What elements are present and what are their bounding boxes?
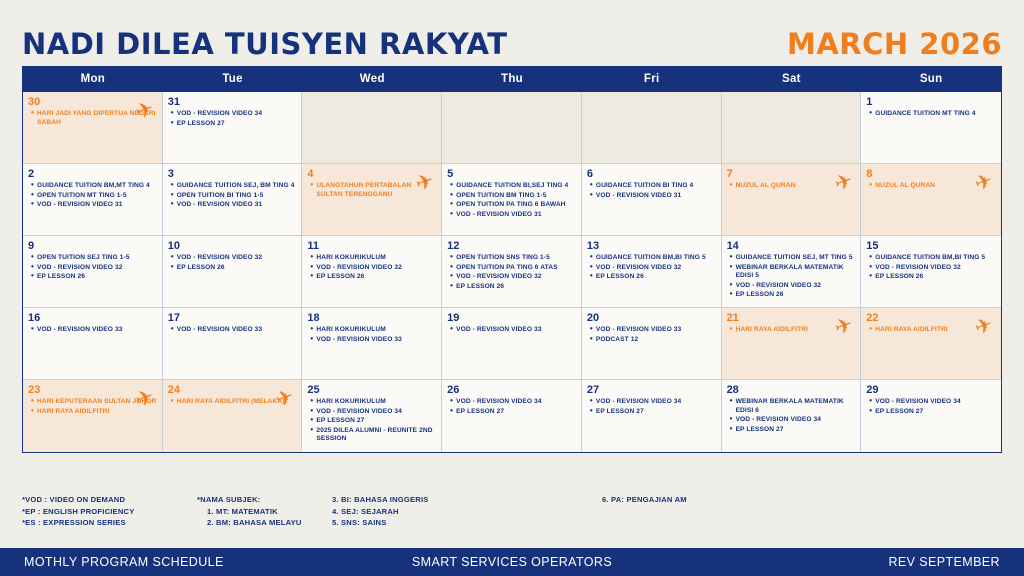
- calendar-day-cell[interactable]: [722, 308, 862, 380]
- legend-line: 2. BM: BAHASA MELAYU: [207, 518, 302, 527]
- calendar-day-cell[interactable]: [442, 164, 582, 236]
- event-list: [866, 254, 996, 282]
- calendar-day-cell[interactable]: [722, 164, 862, 236]
- event-list: [168, 110, 297, 128]
- event-item: • OPEN TUITION BI TING 1-5: [177, 192, 297, 201]
- calendar-day-cell[interactable]: [163, 164, 303, 236]
- event-item: • OPEN TUITION BM TING 1-5: [456, 192, 576, 201]
- event-item: • OPEN TUITION SNS TING 1-5: [456, 254, 576, 263]
- event-item: • VOD - REVISION VIDEO 33: [177, 326, 297, 335]
- event-list: [866, 182, 996, 191]
- calendar-grid: [22, 66, 1002, 453]
- event-list: [587, 326, 716, 344]
- calendar-day-cell[interactable]: [582, 236, 722, 308]
- event-list: [28, 254, 157, 282]
- event-item: • VOD - REVISION VIDEO 34: [316, 408, 436, 417]
- calendar-day-cell[interactable]: [861, 92, 1001, 164]
- calendar-day-cell[interactable]: [302, 236, 442, 308]
- calendar-day-cell[interactable]: [861, 236, 1001, 308]
- event-list: [28, 326, 157, 335]
- day-number: 16: [28, 312, 41, 324]
- event-item: • EP LESSON 26: [456, 283, 576, 292]
- event-item: • OPEN TUITION PA TING 6 BAWAH: [456, 201, 576, 210]
- event-item: • VOD - REVISION VIDEO 32: [736, 282, 856, 291]
- event-item: • VOD - REVISION VIDEO 32: [596, 264, 716, 273]
- event-item: • VOD - REVISION VIDEO 31: [37, 201, 157, 210]
- event-list: [168, 326, 297, 335]
- legend-line: 4. SEJ: SEJARAH: [332, 506, 399, 516]
- event-item: • EP LESSON 26: [875, 273, 996, 282]
- event-item: • VOD - REVISION VIDEO 33: [456, 326, 576, 335]
- day-number: 31: [167, 96, 180, 108]
- event-item: • VOD - REVISION VIDEO 33: [316, 336, 436, 345]
- calendar-week-row: [23, 380, 1001, 452]
- day-number: 7: [726, 168, 733, 180]
- calendar-day-cell[interactable]: [23, 164, 163, 236]
- calendar-day-cell[interactable]: [582, 380, 722, 452]
- day-number: 21: [726, 312, 739, 324]
- legend-line: 1. MT: MATEMATIK: [207, 506, 278, 516]
- page-title: NADI DILEA TUISYEN RAKYAT: [22, 27, 508, 61]
- event-list: [727, 254, 856, 300]
- calendar-day-cell[interactable]: [23, 92, 163, 164]
- event-item: • EP LESSON 26: [37, 273, 157, 282]
- day-number: 15: [866, 240, 879, 252]
- day-number: 2: [28, 168, 35, 180]
- calendar-day-cell[interactable]: [442, 236, 582, 308]
- calendar-day-cell[interactable]: [722, 236, 862, 308]
- calendar-day-cell[interactable]: [163, 380, 303, 452]
- calendar-day-cell[interactable]: [442, 308, 582, 380]
- airplane-icon: ✈: [831, 312, 856, 341]
- weekday-header-fri: Fri: [643, 73, 660, 85]
- footer-right: REV SEPTEMBER: [888, 555, 1000, 569]
- calendar-day-cell[interactable]: [163, 236, 303, 308]
- day-number: 30: [28, 96, 41, 108]
- event-item: • EP LESSON 26: [316, 273, 436, 282]
- day-number: 29: [866, 384, 879, 396]
- event-item: • OPEN TUITION PA TING 6 ATAS: [456, 264, 576, 273]
- calendar-day-cell[interactable]: [302, 380, 442, 452]
- day-number: 4: [307, 168, 314, 180]
- airplane-icon: ✈: [272, 384, 297, 413]
- day-number: 11: [307, 240, 320, 252]
- airplane-icon: ✈: [971, 168, 997, 197]
- event-item: • HARI KOKURIKULUM: [316, 254, 436, 263]
- event-list: [447, 398, 576, 416]
- event-item: • NUZUL AL QURAN: [875, 182, 996, 191]
- event-item: • HARI KEPUTERAAN SULTAN JOHOR: [37, 398, 157, 407]
- event-item: • VOD - REVISION VIDEO 31: [596, 192, 716, 201]
- event-item: • EP LESSON 27: [456, 408, 576, 417]
- event-item: • VOD - REVISION VIDEO 33: [37, 326, 157, 335]
- event-item: • VOD - REVISION VIDEO 31: [177, 201, 297, 210]
- day-number: 23: [28, 384, 41, 396]
- calendar-week-row: [23, 236, 1001, 308]
- airplane-icon: ✈: [132, 96, 158, 125]
- event-list: [447, 182, 576, 219]
- event-item: • HARI RAYA AIDILFITRI: [37, 408, 157, 417]
- calendar-week-row: [23, 308, 1001, 380]
- day-number: 22: [866, 312, 879, 324]
- legend-line: 6. PA: PENGAJIAN AM: [602, 495, 687, 504]
- event-item: • VOD - REVISION VIDEO 32: [316, 264, 436, 273]
- event-list: [28, 110, 157, 127]
- event-item: • VOD - REVISION VIDEO 32: [37, 264, 157, 273]
- event-item: • EP LESSON 27: [316, 417, 436, 426]
- legend-line: *EP : ENGLISH PROFICIENCY: [22, 506, 135, 516]
- event-item: • EP LESSON 27: [875, 408, 996, 417]
- calendar-day-cell[interactable]: [722, 380, 862, 452]
- event-item: • NUZUL AL QURAN: [736, 182, 856, 191]
- legend-line: *VOD : VIDEO ON DEMAND: [22, 495, 126, 504]
- calendar-day-cell[interactable]: [442, 380, 582, 452]
- event-list: [307, 254, 436, 282]
- event-item: • WEBINAR BERKALA MATEMATIK EDISI 6: [736, 398, 856, 415]
- calendar-day-cell[interactable]: [23, 236, 163, 308]
- calendar-week-row: [23, 164, 1001, 236]
- poster-header: [22, 22, 1002, 66]
- airplane-icon: ✈: [971, 312, 997, 341]
- weekday-header-mon: Mon: [80, 73, 106, 85]
- event-list: [28, 182, 157, 210]
- day-number: 20: [586, 312, 600, 324]
- event-item: • EP LESSON 27: [596, 408, 716, 417]
- day-number: 13: [586, 240, 600, 252]
- event-item: • VOD - REVISION VIDEO 32: [177, 254, 297, 263]
- event-item: • EP LESSON 27: [177, 120, 297, 129]
- event-list: [307, 182, 436, 199]
- day-number: 12: [447, 240, 460, 252]
- airplane-icon: ✈: [831, 168, 856, 197]
- calendar-day-cell[interactable]: [163, 92, 303, 164]
- legend-line: *ES : EXPRESSION SERIES: [22, 518, 126, 527]
- event-list: [447, 254, 576, 291]
- event-item: • GUIDANCE TUITION BM,MT TING 4: [37, 182, 157, 191]
- event-item: • EP LESSON 27: [736, 426, 856, 435]
- legend-subject-title: *NAMA SUBJEK:: [197, 495, 261, 504]
- calendar-day-cell[interactable]: [163, 308, 303, 380]
- day-number: 14: [726, 240, 739, 252]
- event-list: [168, 398, 297, 407]
- event-item: • HARI RAYA AIDILFITRI (MELAKA): [177, 398, 297, 407]
- event-item: • HARI KOKURIKULUM: [316, 326, 436, 335]
- weekday-header-tue: Tue: [222, 73, 243, 85]
- event-item: • VOD - REVISION VIDEO 34: [456, 398, 576, 407]
- event-item: • VOD - REVISION VIDEO 34: [736, 416, 856, 425]
- event-list: [727, 326, 856, 335]
- calendar-empty-cell[interactable]: [302, 92, 442, 164]
- event-item: • GUIDANCE TUITION SEJ, MT TING 5: [736, 254, 856, 263]
- day-number: 19: [447, 312, 460, 324]
- legend-col-1: [22, 494, 197, 529]
- day-number: 17: [167, 312, 180, 324]
- footer-left: MOTHLY PROGRAM SCHEDULE: [24, 555, 224, 569]
- weekday-header-thu: Thu: [501, 73, 523, 85]
- event-item: • VOD - REVISION VIDEO 32: [456, 273, 576, 282]
- day-number: 28: [726, 384, 739, 396]
- event-item: • VOD - REVISION VIDEO 31: [456, 211, 576, 220]
- event-list: [168, 182, 297, 210]
- event-item: • GUIDANCE TUITION BM,BI TING 5: [875, 254, 996, 263]
- event-item: • HARI RAYA AIDILFITRI: [875, 326, 996, 335]
- event-item: • HARI KOKURIKULUM: [316, 398, 436, 407]
- event-item: • PODCAST 12: [596, 336, 716, 345]
- legend-col-3: [332, 494, 602, 529]
- event-item: • HARI JADI YANG DIPERTUA NEGERI SABAH: [37, 110, 157, 127]
- event-list: [587, 182, 716, 200]
- event-item: • HARI RAYA AIDILFITRI: [736, 326, 856, 335]
- day-number: 24: [167, 384, 180, 396]
- event-list: [447, 326, 576, 335]
- day-number: 3: [167, 168, 174, 180]
- day-number: 18: [307, 312, 320, 324]
- calendar-empty-cell[interactable]: [722, 92, 862, 164]
- day-number: 1: [866, 96, 873, 108]
- day-number: 8: [866, 168, 873, 180]
- weekday-header-row: [23, 67, 1001, 92]
- legend-col-2: [197, 494, 332, 529]
- calendar-day-cell[interactable]: [23, 380, 163, 452]
- footer-bar: [0, 548, 1024, 576]
- event-item: • GUIDANCE TUITION BM,BI TING 5: [596, 254, 716, 263]
- event-item: • VOD - REVISION VIDEO 34: [875, 398, 996, 407]
- event-list: [866, 398, 996, 416]
- event-item: • VOD - REVISION VIDEO 34: [177, 110, 297, 119]
- weekday-header-sun: Sun: [919, 73, 943, 85]
- event-item: • OPEN TUITION MT TING 1-5: [37, 192, 157, 201]
- event-list: [866, 110, 996, 119]
- calendar-day-cell[interactable]: [861, 308, 1001, 380]
- footer-center: SMART SERVICES OPERATORS: [411, 555, 613, 569]
- event-item: • ULANGTAHUN PERTABALAN SULTAN TERENGGANU: [316, 182, 436, 199]
- event-list: [28, 398, 157, 416]
- event-item: • GUIDANCE TUITION MT TING 4: [875, 110, 996, 119]
- month-title: MARCH 2026: [787, 27, 1002, 61]
- event-list: [866, 326, 996, 335]
- event-list: [168, 254, 297, 272]
- legend: [22, 494, 1002, 529]
- event-item: • GUIDANCE TUITION SEJ, BM TING 4: [177, 182, 297, 191]
- event-item: • GUIDANCE TUITION BI,SEJ TING 4: [456, 182, 576, 191]
- calendar-day-cell[interactable]: [23, 308, 163, 380]
- calendar-day-cell[interactable]: [861, 380, 1001, 452]
- calendar-day-cell[interactable]: [302, 308, 442, 380]
- calendar-empty-cell[interactable]: [582, 92, 722, 164]
- event-item: • VOD - REVISION VIDEO 33: [596, 326, 716, 335]
- weekday-header-wed: Wed: [359, 73, 385, 85]
- event-list: [307, 398, 436, 444]
- event-list: [727, 182, 856, 191]
- legend-line: 3. BI: BAHASA INGGERIS: [332, 495, 429, 504]
- day-number: 10: [167, 240, 180, 252]
- day-number: 9: [28, 240, 35, 252]
- day-number: 25: [307, 384, 320, 396]
- legend-col-4: [602, 494, 1002, 529]
- day-number: 27: [586, 384, 600, 396]
- event-list: [587, 398, 716, 416]
- event-list: [727, 398, 856, 434]
- event-item: • 2025 DILEA ALUMNI - REUNITE 2ND SESSION: [316, 427, 436, 444]
- legend-line: 5. SNS: SAINS: [332, 518, 387, 527]
- event-item: • GUIDANCE TUITION BI TING 4: [596, 182, 716, 191]
- calendar-empty-cell[interactable]: [442, 92, 582, 164]
- day-number: 26: [447, 384, 460, 396]
- calendar-day-cell[interactable]: [582, 308, 722, 380]
- day-number: 5: [447, 168, 454, 180]
- event-item: • VOD - REVISION VIDEO 32: [875, 264, 996, 273]
- event-item: • EP LESSON 26: [736, 291, 856, 300]
- event-item: • WEBINAR BERKALA MATEMATIK EDISI 5: [736, 264, 856, 281]
- calendar-day-cell[interactable]: [302, 164, 442, 236]
- event-item: • EP LESSON 26: [596, 273, 716, 282]
- calendar-week-row: [23, 92, 1001, 164]
- day-number: 6: [586, 168, 593, 180]
- airplane-icon: ✈: [412, 168, 437, 197]
- weekday-header-sat: Sat: [782, 73, 801, 85]
- calendar-day-cell[interactable]: [582, 164, 722, 236]
- event-item: • VOD - REVISION VIDEO 34: [596, 398, 716, 407]
- event-item: • EP LESSON 26: [177, 264, 297, 273]
- event-item: • OPEN TUITION SEJ TING 1-5: [37, 254, 157, 263]
- calendar-day-cell[interactable]: [861, 164, 1001, 236]
- calendar-weeks: [23, 92, 1001, 452]
- event-list: [587, 254, 716, 282]
- airplane-icon: ✈: [132, 384, 158, 413]
- event-list: [307, 326, 436, 344]
